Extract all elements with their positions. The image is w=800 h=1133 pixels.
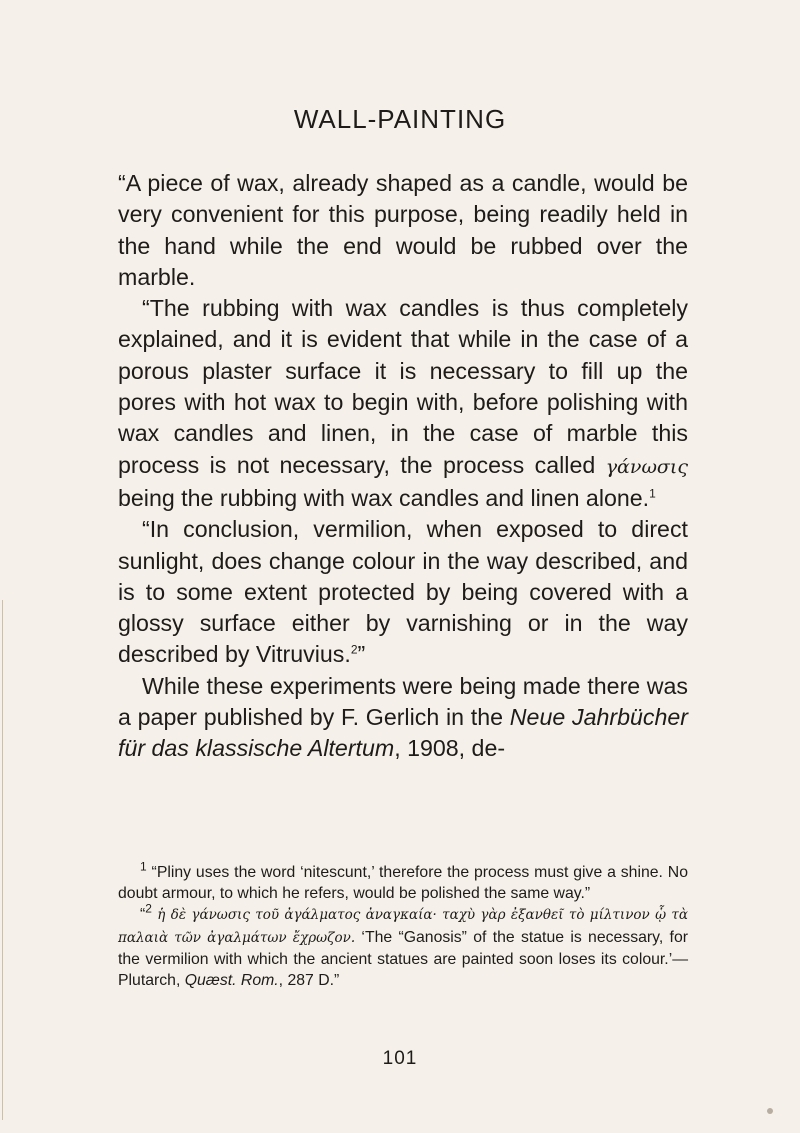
page-number: 101	[382, 1048, 418, 1069]
paragraph-gerlich-text-end: , 1908, de-	[394, 735, 506, 762]
footnote-2-open-quote: “	[140, 906, 146, 924]
footnote-2-greek-quote: ἡ δὲ γάνωσις τοῦ ἀγάλματος ἀναγκαία· ταχὺ γὰρ ἐξανθεῖ τὸ μίλτινον ᾧ τὰ παλαιὰ τῶν ἀγαλμάτων ἔχρωζον.	[118, 907, 688, 946]
footnote-2-text-end: , 287 D.”	[278, 972, 340, 990]
footnote-ref-1[interactable]: 1	[649, 486, 656, 501]
paragraph-rubbing-text: “The rubbing with wax candles is thus completely explained, and it is evident that while in the case of a porous plaster surface it is necessary to fill up the pores with hot wax to begin with, before polishing with wax candles and linen, in the case of marble this process is not necessary, the process called	[118, 295, 688, 478]
footnote-1-text: “Pliny uses the word ‘nitescunt,’ therefore the process must give a shine. No doubt armour, to which he refers, would be polished the same way.”	[118, 864, 688, 903]
running-head: WALL-PAINTING	[293, 104, 507, 134]
paragraph-vermilion-text: “In conclusion, vermilion, when exposed to direct sunlight, does change colour in the way described, and is to some extent protected by being covered with a glossy surface either by varnishing or in the way described by Vitruvius.	[118, 516, 688, 668]
paragraph-gerlich-text: While these experiments were being made there was a paper published by F. Gerlich in the	[118, 672, 688, 731]
journal-title: Neue Jahrbücher für das klassische Altertum	[118, 704, 688, 762]
paper-speck	[767, 1108, 773, 1114]
footnote-1-mark: 1	[140, 859, 147, 874]
footnote-2-text: ‘The “Ganosis” of the statue is necessary, for the vermilion with which the ancient statues are painted soon loses its colour.’—Plutarch,	[118, 928, 688, 990]
body-text	[118, 168, 688, 765]
greek-term-ganosis: γάνωσις	[605, 455, 688, 478]
footnote-2-mark: 2	[145, 902, 152, 917]
paragraph-gerlich	[118, 671, 688, 765]
footnote-ref-2[interactable]: 2	[350, 642, 358, 657]
footnotes	[118, 859, 688, 991]
footnote-2	[118, 904, 688, 991]
paragraph-rubbing	[118, 293, 688, 514]
footnote-2-citation: Quæst. Rom.	[184, 972, 279, 990]
footnote-1	[118, 859, 688, 904]
page-edge-shadow	[2, 600, 3, 1120]
closing-quote: ”	[357, 641, 366, 668]
paragraph-vermilion	[118, 514, 688, 670]
paragraph-wax-candle: “A piece of wax, already shaped as a candle, would be very convenient for this purpose, being readily held in the hand while the end would be rubbed over the marble.	[118, 170, 688, 290]
paragraph-rubbing-text-end: being the rubbing with wax candles and linen alone.	[118, 484, 650, 511]
